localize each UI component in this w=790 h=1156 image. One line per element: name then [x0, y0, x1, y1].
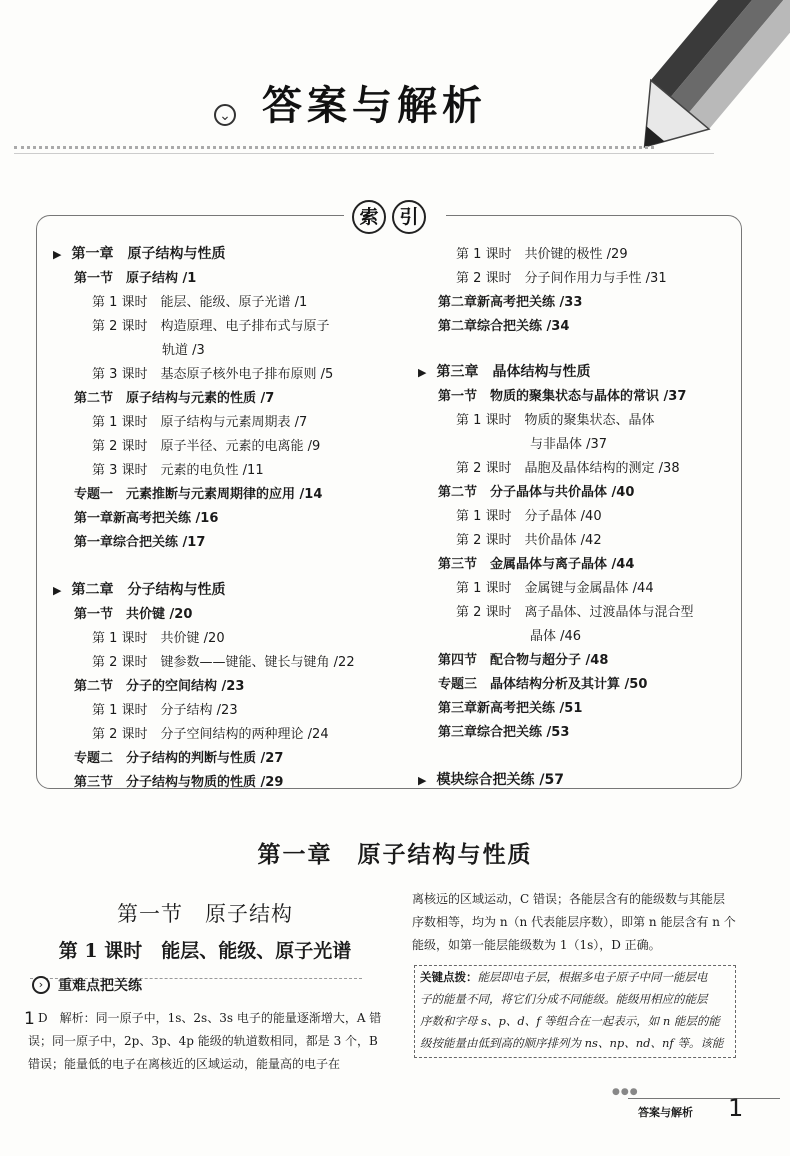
- toc-section-entry: [438, 556, 634, 573]
- toc-section-entry: [74, 486, 322, 503]
- toc-entry-text: 第 3 课时 基态原子核外电子排布原则 /5: [92, 367, 334, 382]
- toc-entry-text: 轨道 /3: [162, 343, 205, 358]
- toc-section-entry: [74, 774, 283, 791]
- toc-entry-text: 第三章综合把关练 /53: [438, 725, 570, 740]
- toc-entry-text: 第 1 课时 分子结构 /23: [92, 703, 238, 718]
- toc-section-entry: [438, 294, 582, 311]
- toc-entry-text: 专题二 分子结构的判断与性质 /27: [74, 751, 284, 766]
- toc-section-entry: [74, 750, 283, 767]
- subsection-heading: 重难点把关练: [58, 978, 142, 994]
- toc-entry-text: 第 1 课时 金属键与金属晶体 /44: [456, 581, 654, 596]
- toc-chapter-entry: [53, 246, 225, 263]
- key-point-line: [420, 966, 708, 989]
- toc-section-entry: [438, 700, 582, 717]
- toc-lesson-entry: [456, 604, 694, 621]
- toc-lesson-entry: [92, 654, 355, 671]
- answer-line: 错误；能量低的电子在离核近的区域运动，能量高的电子在: [28, 1057, 341, 1071]
- toc-entry-text: 第 1 课时 分子晶体 /40: [456, 509, 602, 524]
- toc-entry-text: 第 2 课时 晶胞及晶体结构的测定 /38: [456, 461, 680, 476]
- toc-entry-text: 第 2 课时 原子半径、元素的电离能 /9: [92, 439, 321, 454]
- toc-entry-text: 专题一 元素推断与元素周期律的应用 /14: [74, 487, 323, 502]
- toc-entry-text: 第二节 分子晶体与共价晶体 /40: [438, 485, 635, 500]
- toc-lesson-entry: [92, 294, 307, 311]
- chevron-right-icon: ›: [32, 976, 50, 994]
- toc-lesson-entry: [92, 414, 307, 431]
- triangle-bullet-icon: ▶: [53, 248, 62, 261]
- toc-lesson-entry: [162, 342, 205, 359]
- toc-entry-text: 晶体 /46: [530, 629, 582, 644]
- toc-lesson-entry: [92, 438, 320, 455]
- toc-lesson-entry: [92, 318, 330, 335]
- toc-lesson-entry: [92, 462, 264, 479]
- toc-section-entry: [438, 676, 647, 693]
- toc-entry-text: 第 2 课时 共价晶体 /42: [456, 533, 602, 548]
- toc-entry-text: 第一章 原子结构与性质: [71, 246, 226, 262]
- key-point-text: 能层即电子层，根据多电子原子中同一能层电: [477, 970, 708, 984]
- toc-entry-text: 第 2 课时 离子晶体、过渡晶体与混合型: [456, 605, 694, 620]
- toc-lesson-entry: [530, 436, 607, 453]
- toc-entry-text: 第 1 课时 物质的聚集状态、晶体: [456, 413, 655, 428]
- answer-line: D 解析：同一原子中，1s、2s、3s 电子的能量逐渐增大，A 错: [38, 1011, 382, 1025]
- toc-entry-text: 第 2 课时 分子空间结构的两种理论 /24: [92, 727, 329, 742]
- toc-entry-text: 第 1 课时 原子结构与元素周期表 /7: [92, 415, 308, 430]
- toc-entry-text: 与非晶体 /37: [530, 437, 608, 452]
- toc-entry-text: 第一章新高考把关练 /16: [74, 511, 219, 526]
- toc-entry-text: 专题三 晶体结构分析及其计算 /50: [438, 677, 648, 692]
- index-title-char: 索: [352, 200, 386, 234]
- answer-continued-line: 离核远的区域运动，C 错误；各能层含有的能级数与其能层: [412, 892, 725, 906]
- triangle-bullet-icon: ▶: [418, 366, 427, 379]
- toc-section-entry: [74, 606, 192, 623]
- toc-section-entry: [74, 510, 218, 527]
- page-title: 答案与解析: [262, 83, 487, 129]
- index-title-char: 引: [392, 200, 426, 234]
- key-point-line: 级按能量由低到高的顺序排列为 ns、np、nd、nf 等。该能: [420, 1036, 724, 1050]
- toc-section-entry: [74, 534, 205, 551]
- toc-entry-text: 第 1 课时 共价键 /20: [92, 631, 225, 646]
- key-point-line: 序数和字母 s、p、d、f 等组合在一起表示，如 n 能层的能: [420, 1014, 720, 1028]
- toc-entry-text: 第一章综合把关练 /17: [74, 535, 206, 550]
- toc-entry-text: 第 2 课时 键参数——键能、键长与键角 /22: [92, 655, 355, 670]
- toc-section-entry: [438, 484, 634, 501]
- toc-entry-text: 第 2 课时 构造原理、电子排布式与原子: [92, 319, 330, 334]
- triangle-bullet-icon: ▶: [418, 774, 427, 787]
- lesson-title: 第 1 课时 能层、能级、原子光谱: [58, 940, 352, 962]
- toc-lesson-entry: [92, 366, 333, 383]
- toc-lesson-entry: [530, 628, 581, 645]
- chapter-title: 第一章 原子结构与性质: [257, 842, 533, 868]
- toc-entry-text: 第二章新高考把关练 /33: [438, 295, 583, 310]
- toc-section-entry: [74, 678, 244, 695]
- footer-rule: [628, 1098, 780, 1099]
- toc-section-entry: [438, 652, 608, 669]
- toc-entry-text: 第 3 课时 元素的电负性 /11: [92, 463, 264, 478]
- header-dotted-rule: [14, 146, 654, 149]
- key-point-label: 关键点拨：: [420, 970, 478, 984]
- pencil-illustration: [620, 0, 790, 150]
- triangle-bullet-icon: ▶: [53, 584, 62, 597]
- toc-lesson-entry: [456, 508, 602, 525]
- toc-lesson-entry: [456, 270, 667, 287]
- question-number: 1: [24, 1009, 35, 1029]
- toc-entry-text: 第一节 共价键 /20: [74, 607, 193, 622]
- footer-dots: ●●●: [612, 1087, 639, 1097]
- toc-entry-text: 第三章新高考把关练 /51: [438, 701, 583, 716]
- toc-entry-text: 第三节 金属晶体与离子晶体 /44: [438, 557, 635, 572]
- toc-lesson-entry: [456, 412, 655, 429]
- header-rule: [14, 153, 714, 154]
- toc-lesson-entry: [456, 460, 680, 477]
- toc-entry-text: 第二节 分子的空间结构 /23: [74, 679, 245, 694]
- toc-chapter-entry: [418, 364, 590, 381]
- toc-entry-text: 第一节 物质的聚集状态与晶体的常识 /37: [438, 389, 687, 404]
- key-point-line: 子的能量不同，将它们分成不同能级。能级用相应的能层: [420, 992, 708, 1006]
- chevron-down-icon: ⌄: [214, 104, 236, 126]
- toc-entry-text: 第二章综合把关练 /34: [438, 319, 570, 334]
- toc-chapter-entry: [418, 772, 564, 789]
- toc-lesson-entry: [92, 702, 238, 719]
- toc-entry-text: 第 1 课时 共价键的极性 /29: [456, 247, 628, 262]
- answer-continued-line: 序数相等，均为 n（n 代表能层序数），即第 n 能层含有 n 个: [412, 915, 736, 929]
- toc-lesson-entry: [456, 246, 628, 263]
- toc-chapter-entry: [53, 582, 225, 599]
- footer-label: 答案与解析: [638, 1106, 693, 1119]
- toc-lesson-entry: [456, 580, 654, 597]
- toc-entry-text: 第二节 原子结构与元素的性质 /7: [74, 391, 275, 406]
- toc-entry-text: 第三章 晶体结构与性质: [436, 364, 591, 380]
- answer-continued-line: 能级，如第一能层能级数为 1（1s），D 正确。: [412, 938, 661, 952]
- section-title: 第一节 原子结构: [117, 902, 293, 926]
- toc-entry-text: 第 1 课时 能层、能级、原子光谱 /1: [92, 295, 308, 310]
- toc-entry-text: 第四节 配合物与超分子 /48: [438, 653, 609, 668]
- page-number: 1: [728, 1094, 744, 1122]
- toc-lesson-entry: [92, 630, 225, 647]
- toc-entry-text: 第 2 课时 分子间作用力与手性 /31: [456, 271, 667, 286]
- toc-lesson-entry: [456, 532, 602, 549]
- toc-section-entry: [438, 388, 686, 405]
- toc-section-entry: [74, 270, 196, 287]
- toc-entry-text: 第二章 分子结构与性质: [71, 582, 226, 598]
- answer-line: 误；同一原子中，2p、3p、4p 能级的轨道数相同，都是 3 个，B: [28, 1034, 378, 1048]
- toc-entry-text: 模块综合把关练 /57: [436, 772, 564, 788]
- toc-lesson-entry: [92, 726, 329, 743]
- toc-section-entry: [438, 724, 569, 741]
- toc-section-entry: [74, 390, 274, 407]
- toc-section-entry: [438, 318, 569, 335]
- toc-entry-text: 第三节 分子结构与物质的性质 /29: [74, 775, 284, 790]
- toc-entry-text: 第一节 原子结构 /1: [74, 271, 197, 286]
